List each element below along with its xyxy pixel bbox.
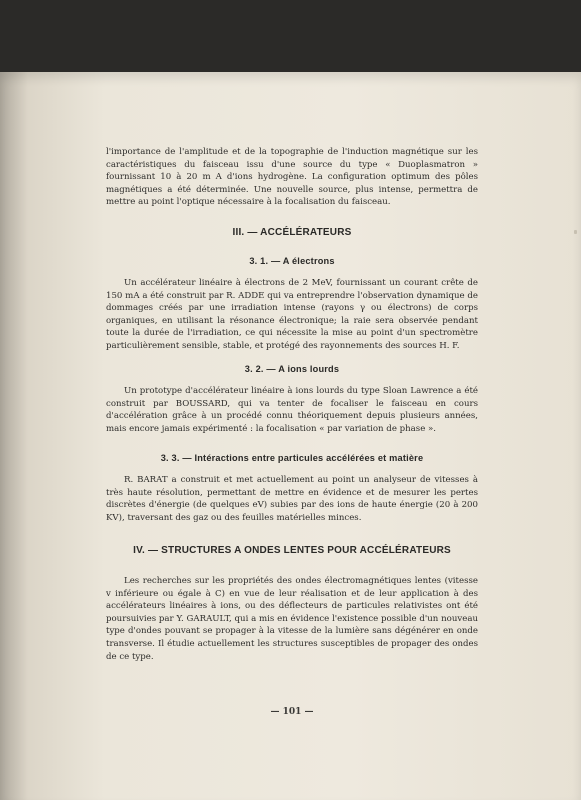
subsection-3-1-title: 3. 1. — A électrons — [249, 256, 335, 266]
subsection-3-1-text: Un accélérateur linéaire à électrons de 2 MeV, fournissant un courant crête de 150 mA a été construit par R. ADDE qui va entreprendre l'observation dynamique de dommages créés par une irradiation intense (rayons γ ou électrons) de corps organiques, en utilisant la résonance électronique; la raie sera observée pendant toute la durée de l'irradiation, ce qui nécessite la mise au point d'un spectromètre particulièrement sensible, stable, et protégé des rayonnements des sources H. F. — [106, 278, 478, 351]
page-number: — 101 — — [270, 707, 314, 717]
section-4-text: Les recherches sur les propriétés des ondes électromagnétiques lentes (vitesse v inférieure ou égale à C) en vue de leur réalisation et de leur application à des accélérateurs linéaires à ions, ou des déflecteurs de particules relativistes ont été poursuivies par Y. GARAULT, qui a mis en évidence l'existence possible d'un nouveau type d'ondes pouvant se propager à la vitesse de la lumière sans dégénérer en onde transverse. Il étudie actuellement les structures susceptibles de propager des ondes de ce type. — [106, 576, 478, 662]
scan-mark — [574, 230, 577, 234]
section-4-title: IV. — STRUCTURES A ONDES LENTES POUR ACCÉLÉRATEURS — [133, 545, 451, 556]
subsection-3-2-text: Un prototype d'accélérateur linéaire à ions lourds du type Sloan Lawrence a été construit par BOUSSARD, qui va tenter de focaliser le faisceau en cours d'accélération grâce à un procédé connu théoriquement depuis plusieurs années, mais encore jamais expérimenté : la focalisation « par variation de phase ». — [106, 386, 478, 434]
intro-paragraph: l'importance de l'amplitude et de la topographie de l'induction magnétique sur les caractéristiques du faisceau issu d'une source du type « Duoplasmatron » fournissant 10 à 20 m A d'ions hydrogène. La configuration optimum des pôles magnétiques a été déterminée. Une nouvelle source, plus intense, permettra de mettre au point l'optique nécessaire à la focalisation du faisceau. — [106, 147, 478, 208]
page-content — [106, 0, 478, 800]
subsection-3-3-title: 3. 3. — Intéractions entre particules accélérées et matière — [160, 453, 424, 463]
page-edge-shadow — [0, 72, 28, 800]
section-3-title: III. — ACCÉLÉRATEURS — [232, 227, 352, 238]
subsection-3-2-title: 3. 2. — A ions lourds — [244, 364, 340, 374]
subsection-3-3-text: R. BARAT a construit et met actuellement au point un analyseur de vitesses à très haute résolution, permettant de mettre en évidence et de mesurer les pertes discrètes d'énergie (de quelques eV) subies par des ions de haute énergie (20 à 200 KV), traversant des gaz ou des feuilles matérielles minces. — [106, 475, 478, 523]
